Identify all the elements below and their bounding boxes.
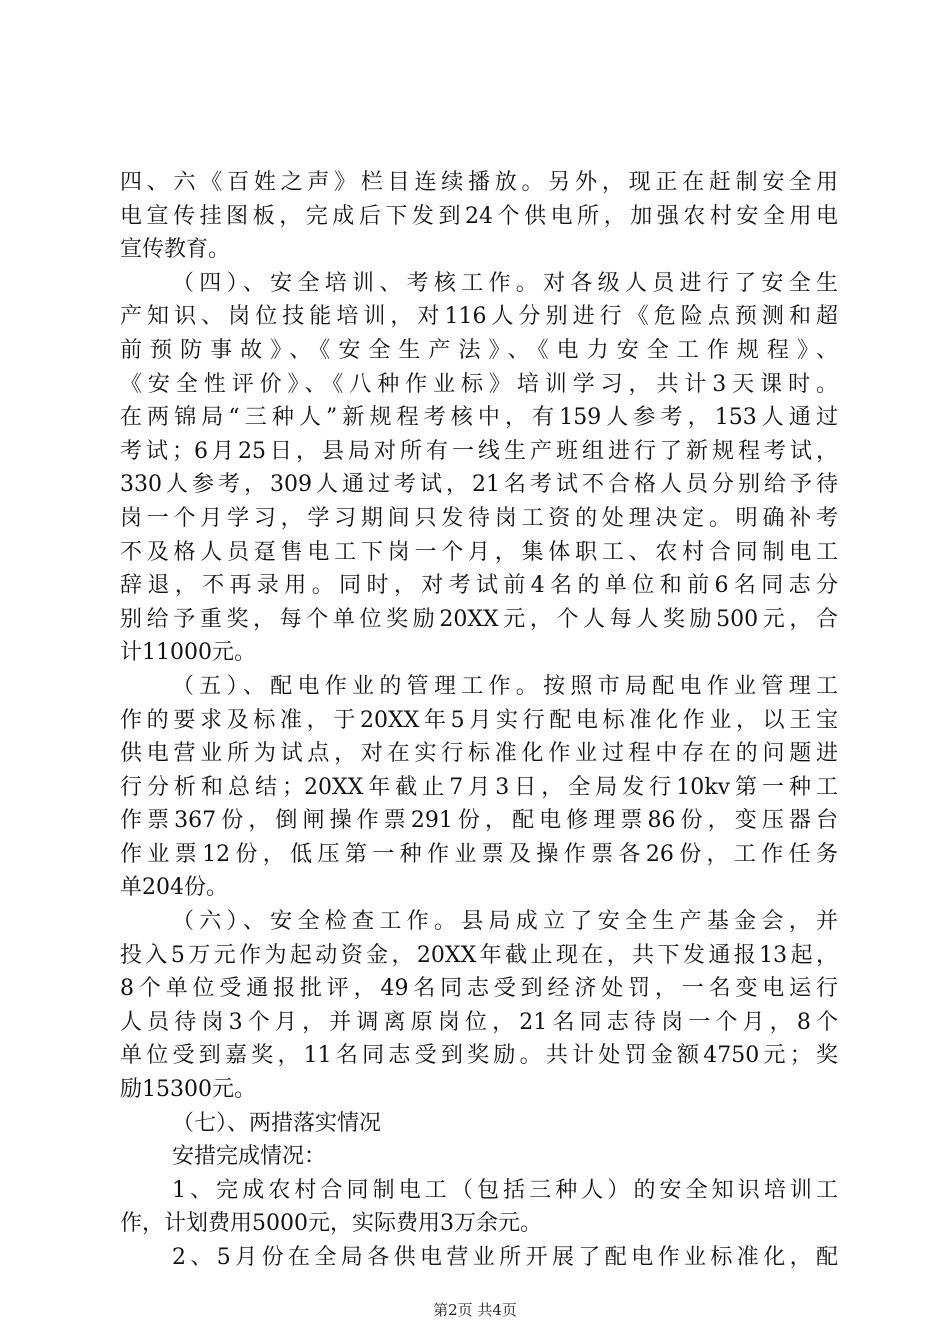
text-line: 励15300元。: [120, 1077, 256, 1103]
text-line: 行分析和总结；20XX年截止7月3日，全局发行10kv第一种工: [120, 774, 838, 800]
text-line: （六）、安全检查工作。县局成立了安全生产基金会，并: [172, 909, 838, 935]
text-line: 作，计划费用5000元，实际费用3万余元。: [120, 1211, 542, 1237]
text-line: 辞退，不再录用。同时，对考试前4名的单位和前6名同志分: [120, 573, 838, 599]
text-line: 宣传教育。: [120, 237, 231, 263]
text-line: 作票367份，倒闸操作票291份，配电修理票86份，变压器台: [120, 808, 838, 834]
text-line: 考试；6月25日，县局对所有一线生产班组进行了新规程考试，: [120, 438, 838, 464]
text-line: 不及格人员趸售电工下岗一个月，集体职工、农村合同制电工: [120, 539, 838, 565]
text-line: 单位受到嘉奖，11名同志受到奖励。共计处罚金额4750元；奖: [120, 1043, 838, 1069]
text-line: 投入5万元作为起动资金，20XX年截止现在，共下发通报13起，: [120, 942, 838, 968]
text-line: （四）、安全培训、考核工作。对各级人员进行了安全生: [172, 270, 838, 296]
text-line: 四、六《百姓之声》栏目连续播放。另外，现正在赶制安全用: [120, 170, 838, 195]
text-line: 作业票12份，低压第一种作业票及操作票各26份，工作任务: [120, 841, 838, 867]
text-line: 供电营业所为试点，对在实行标准化作业过程中存在的问题进: [120, 741, 838, 767]
text-line: 330人参考，309人通过考试，21名考试不合格人员分别给予待: [120, 472, 838, 498]
text-line: 前预防事故》、《安全生产法》、《电力安全工作规程》、: [120, 337, 838, 363]
text-line: 2、5月份在全局各供电营业所开展了配电作业标准化，配: [172, 1245, 838, 1270]
text-line: 单204份。: [120, 875, 228, 901]
text-line: 产知识、岗位技能培训，对116人分别进行《危险点预测和超: [120, 304, 838, 330]
text-line: 别给予重奖，每个单位奖励20XX元，个人每人奖励500元，合: [120, 606, 838, 632]
document-body: [120, 166, 838, 1275]
text-line: 8个单位受通报批评，49名同志受到经济处罚，一名变电运行: [120, 976, 838, 1002]
page-footer: 第2页 共4页: [433, 1301, 517, 1319]
text-line: 在两锦局“三种人”新规程考核中，有159人参考，153人通过: [120, 405, 838, 431]
text-line: 1、完成农村合同制电工（包括三种人）的安全知识培训工: [172, 1177, 838, 1203]
text-line: 岗一个月学习，学习期间只发待岗工资的处理决定。明确补考: [120, 505, 838, 531]
text-line: 作的要求及标准，于20XX年5月实行配电标准化作业，以王宝: [120, 707, 838, 733]
text-line: 计11000元。: [120, 640, 256, 666]
text-line: 安措完成情况：: [172, 1144, 327, 1170]
text-line: （五）、配电作业的管理工作。按照市局配电作业管理工: [172, 673, 838, 699]
text-line: （七）、两措落实情况: [172, 1110, 382, 1136]
text-line: 人员待岗3个月，并调离原岗位，21名同志待岗一个月，8个: [120, 1009, 838, 1035]
text-line: 电宣传挂图板，完成后下发到24个供电所，加强农村安全用电: [120, 203, 838, 229]
text-line: 《安全性评价》、《八种作业标》培训学习，共计3天课时。: [120, 371, 838, 397]
